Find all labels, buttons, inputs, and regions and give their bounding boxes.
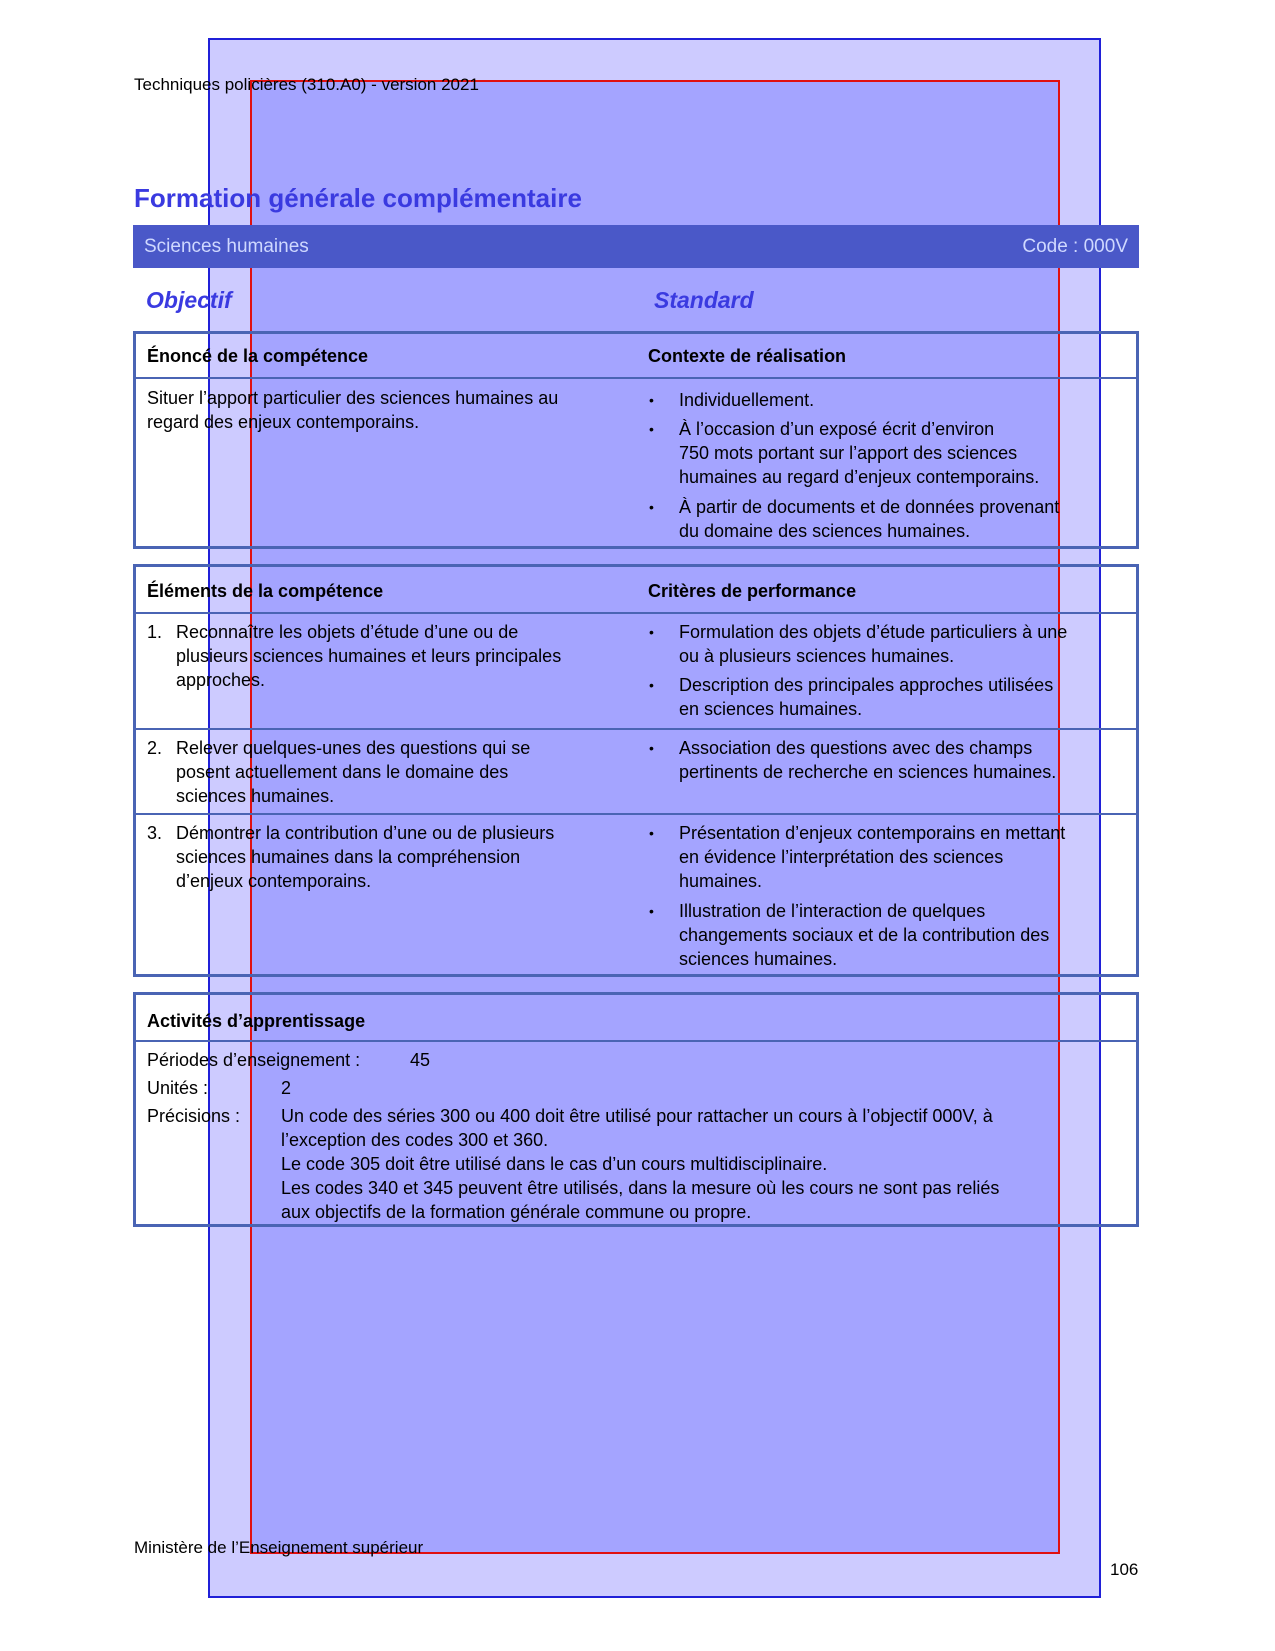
discipline-name: Sciences humaines: [144, 236, 309, 257]
bullet-icon: •: [649, 421, 654, 437]
element-text: d’enjeux contemporains.: [176, 871, 372, 891]
context-item: du domaine des sciences humaines.: [679, 521, 971, 541]
precision-line: Les codes 340 et 345 peuvent être utilisés, dans la mesure où les cours ne sont pas reliés: [281, 1178, 1000, 1198]
row-divider: [136, 728, 1136, 730]
bullet-icon: •: [649, 825, 654, 841]
bullet-icon: •: [649, 624, 654, 640]
criterion-text: Association des questions avec des champs: [679, 738, 1033, 758]
competence-heading: Énoncé de la compétence: [147, 346, 369, 366]
element-number: 3.: [147, 823, 163, 843]
discipline-bar: [133, 225, 1139, 268]
criterion-text: Description des principales approches utilisées: [679, 675, 1054, 695]
element-text: posent actuellement dans le domaine des: [176, 762, 509, 782]
units-value: 2: [281, 1078, 292, 1098]
criteria-heading: Critères de performance: [648, 581, 857, 601]
precision-line: Le code 305 doit être utilisé dans le cas d’un cours multidisciplinaire.: [281, 1154, 828, 1174]
element-text: approches.: [176, 670, 266, 690]
bullet-icon: •: [649, 740, 654, 756]
page-footer: Ministère de l’Enseignement supérieur: [134, 1538, 424, 1557]
criterion-text: pertinents de recherche en sciences humaines.: [679, 762, 1057, 782]
context-item: humaines au regard d’enjeux contemporains.: [679, 467, 1040, 487]
bullet-icon: •: [649, 392, 654, 408]
criterion-text: Présentation d’enjeux contemporains en mettant: [679, 823, 1066, 843]
competence-statement-line: regard des enjeux contemporains.: [147, 412, 420, 432]
activities-table: [133, 992, 1139, 1227]
competence-table: [133, 331, 1139, 549]
periods-value: 45: [410, 1050, 431, 1070]
units-label: Unités :: [147, 1078, 209, 1098]
elements-table: [133, 564, 1139, 977]
element-text: plusieurs sciences humaines et leurs principales: [176, 646, 562, 666]
precision-line: l’exception des codes 300 et 360.: [281, 1130, 549, 1150]
criterion-text: en évidence l’interprétation des sciences: [679, 847, 1004, 867]
bullet-icon: •: [649, 677, 654, 693]
context-item: 750 mots portant sur l’apport des sciences: [679, 443, 1018, 463]
criterion-text: en sciences humaines.: [679, 699, 863, 719]
precisions-label: Précisions :: [147, 1106, 241, 1126]
element-text: Reconnaître les objets d’étude d’une ou de: [176, 622, 519, 642]
page-header: Techniques policières (310.A0) - version 2021: [134, 75, 479, 94]
table-divider: [136, 612, 1136, 614]
standard-title: Standard: [654, 287, 754, 313]
objective-title: Objectif: [146, 287, 232, 313]
context-item: À partir de documents et de données provenant: [679, 497, 1060, 517]
criterion-text: Formulation des objets d’étude particuliers à une: [679, 622, 1068, 642]
element-number: 1.: [147, 622, 163, 642]
element-text: sciences humaines dans la compréhension: [176, 847, 521, 867]
context-heading: Contexte de réalisation: [648, 346, 847, 366]
context-item: À l’occasion d’un exposé écrit d’environ: [679, 419, 995, 439]
table-divider: [136, 377, 1136, 379]
element-text: sciences humaines.: [176, 786, 335, 806]
element-text: Relever quelques-unes des questions qui se: [176, 738, 531, 758]
row-divider: [136, 813, 1136, 815]
competence-statement-line: Situer l’apport particulier des sciences humaines au: [147, 388, 559, 408]
bullet-icon: •: [649, 499, 654, 515]
periods-label: Périodes d’enseignement :: [147, 1050, 361, 1070]
precision-line: Un code des séries 300 ou 400 doit être utilisé pour rattacher un cours à l’objectif 000V, à: [281, 1106, 993, 1126]
element-text: Démontrer la contribution d’une ou de plusieurs: [176, 823, 555, 843]
element-number: 2.: [147, 738, 163, 758]
context-item: Individuellement.: [679, 390, 815, 410]
activities-heading: Activités d’apprentissage: [147, 1011, 366, 1031]
bullet-icon: •: [649, 903, 654, 919]
criterion-text: Illustration de l’interaction de quelques: [679, 901, 986, 921]
criterion-text: changements sociaux et de la contribution des: [679, 925, 1050, 945]
elements-heading: Éléments de la compétence: [147, 581, 384, 601]
page-title: Formation générale complémentaire: [134, 183, 582, 213]
criterion-text: humaines.: [679, 871, 763, 891]
page-number: 106: [1110, 1560, 1139, 1579]
criterion-text: ou à plusieurs sciences humaines.: [679, 646, 955, 666]
precision-line: aux objectifs de la formation générale commune ou propre.: [281, 1202, 752, 1222]
discipline-code: Code : 000V: [1022, 236, 1128, 257]
criterion-text: sciences humaines.: [679, 949, 838, 969]
table-divider: [136, 1040, 1136, 1042]
